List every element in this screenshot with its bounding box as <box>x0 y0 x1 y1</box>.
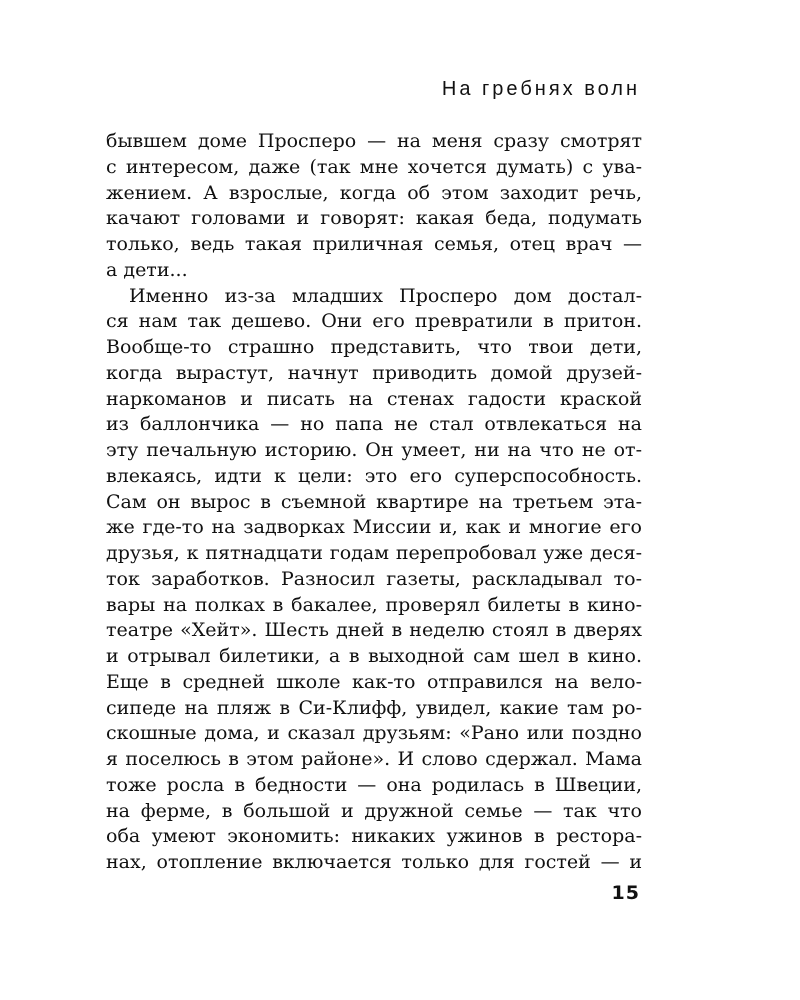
text-line: влекаясь, идти к цели: это его суперспособность. <box>106 464 642 487</box>
text-line: нах, отопление включается только для гостей — и <box>106 851 642 873</box>
paragraph-first-line: Именно из-за младших Просперо дом достал- <box>129 284 642 307</box>
text-line: и отрывал билетики, а в выходной сам шел в кино. <box>106 645 642 667</box>
text-line: только, ведь такая приличная семья, отец врач — <box>106 233 642 255</box>
text-line: когда вырастут, начнут приводить домой друзей- <box>106 361 642 384</box>
text-line: Сам он вырос в съемной квартире на третьем эта- <box>106 490 642 513</box>
text-line: сипеде на пляж в Си-Клифф, увидел, какие там ро- <box>106 696 642 719</box>
text-line: театре «Хейт». Шесть дней в неделю стоял в дверях <box>106 619 642 642</box>
text-line: а дети... <box>106 258 188 281</box>
text-line: друзья, к пятнадцати годам перепробовал уже деся- <box>106 542 642 564</box>
text-line: я поселюсь в этом районе». И слово сдержал. Мама <box>106 748 642 770</box>
text-line: из баллончика — но папа не стал отвлекаться на <box>106 413 642 436</box>
text-line: ток заработков. Разносил газеты, раскладывал то- <box>106 567 642 590</box>
running-head-title: На гребнях волн <box>441 78 640 100</box>
text-line: на ферме, в большой и дружной семье — так что <box>106 799 642 822</box>
body-text <box>106 129 642 876</box>
text-line: качают головами и говорят: какая беда, подумать <box>106 207 642 230</box>
text-line: наркоманов и писать на стенах гадости краской <box>106 387 642 410</box>
text-line: жением. А взрослые, когда об этом заходит речь, <box>106 181 642 204</box>
text-line: оба умеют экономить: никаких ужинов в рестора- <box>106 825 642 848</box>
text-line: скошные дома, и сказал друзьям: «Рано или поздно <box>106 722 642 745</box>
text-line: тоже росла в бедности — она родилась в Швеции, <box>106 773 642 796</box>
page-number: 15 <box>611 882 640 904</box>
text-line: Вообще-то страшно представить, что твои дети, <box>106 336 642 358</box>
text-line: бывшем доме Просперо — на меня сразу смотрят <box>106 130 642 152</box>
text-line: ся нам так дешево. Они его превратили в притон. <box>106 310 642 333</box>
text-line: же где-то на задворках Миссии и, как и многие его <box>106 516 642 539</box>
text-line: Еще в средней школе как-то отправился на вело- <box>106 670 642 693</box>
text-line: вары на полках в бакалее, проверял билеты в кино- <box>106 593 642 616</box>
text-line: эту печальную историю. Он умеет, ни на что не от- <box>106 439 642 461</box>
text-line: с интересом, даже (так мне хочется думать) с ува- <box>106 155 642 178</box>
